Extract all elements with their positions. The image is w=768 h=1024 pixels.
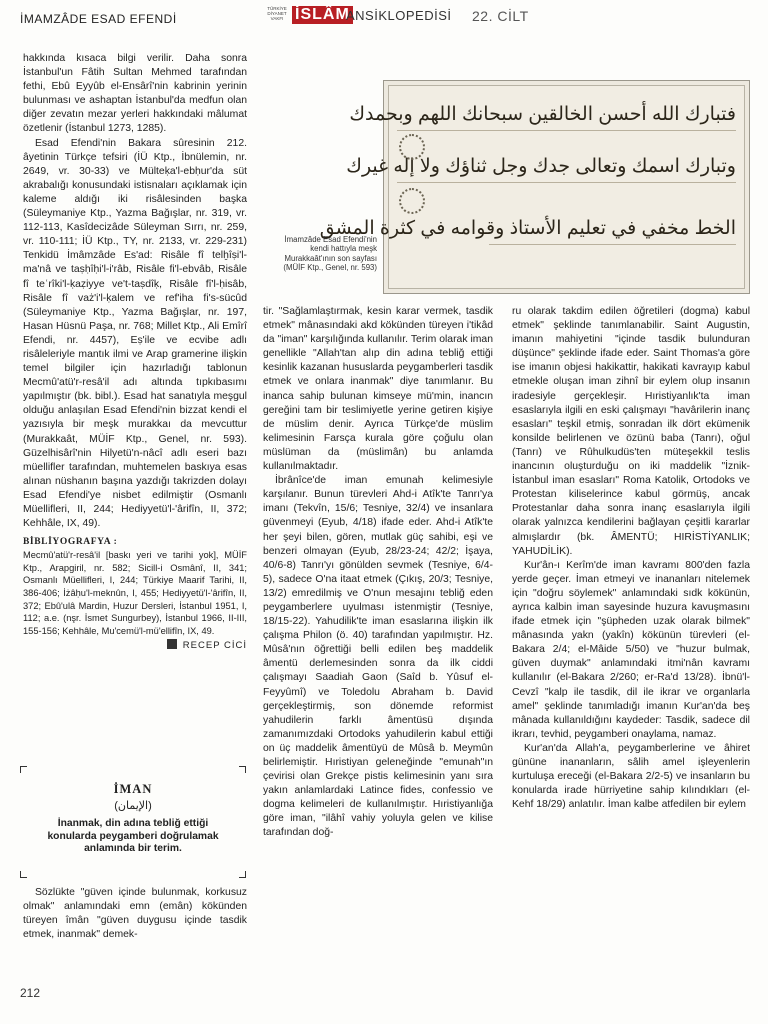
paragraph: Kur'ân-ı Kerîm'de iman kavramı 800'den fazla yerde geçer. İman etmeyi ve inananları nitelemek için "doğru söylemek" anlamındaki sıdk kökünün, ayrıca kalbin iman sayesinde huzura kavuşmasını ifade etmek için "şüpheden uzak olarak bilmek" mânasında yakn (yakîn) kökünün türevleri (el-Bakara 2/4; el-Mâide 5/50) ve "huzur bulmak, güven duymak" anlamındaki itmi'nân kavramı kullanılır (el-Bakara 2/260; er-Ra'd 13/28). İbnü'l-Cevzî "kalp ile tasdik, dil ile ikrar ve organlarla amel" şeklinde tanımladığı imanın Kur'an'da beş mânada kullanıldığını kaydeder: Tasdik, sadece dil ikrarı, tevhid, peygamberi onaylama, namaz. <box>512 559 750 740</box>
logo-islam: İSLÂM <box>292 6 353 24</box>
entry-arabic-title: (الإيمان) <box>114 800 152 812</box>
entry-title: İMAN <box>113 782 153 796</box>
paragraph: Esad Efendi'nin Bakara sûresinin 212. âyetinin Türkçe tefsiri (İÜ Ktp., İbnülemin, nr. 2649, vr. 30-33) ve Mülteḳa'l-ebḥur'da süt akrabalığı konusundaki istisnaları açıklamak için kaleme aldığı iki risâlesinden başka (Süleymaniye Ktp., Yazma Bağışlar, nr. 319, vr. 112-113, Kasîdecizâde Süleyman Sırrı, nr. 259, vr. 110-111; İÜ Ktp., TY, nr. 2133, vr. 229-231) Tenkidü İmâmzâde Es'ad: Risâle fî telḫîṣi'l-ma'nâ ve taṣḥîḥi'l-i'râb, Risâle fi'l-ebvâb, Risâle fî teʿrîki'l-ḳaẓiyye ve't-taṣdîḳ, Risâle fî'l-ḥisâb, Risâle fî vaż'i'l-ḳalem ve ref'iha fi's-sücûd (Süleymaniye Ktp., Yazma Bağışlar, nr. 197, Hasan Hüsnü Paşa, nr. 768; Millet Ktp., Ali Emîrî Efendi, nr. 4457), Eṣ'ile ve ecvibe adlı risâleleriyle mantık ilmi ve Arap gramerine ilişkin temel bilgiler için hazırladığı tablonun Mecmû'atü'r-resâ'il adı altında tıpkıbasımı yapılmıştır (bk. bibl.). Esad hat sanatıyla meşgul olduğu anlaşılan Esad Efendi'nin bizzat kendi el yazısıyla bir meşk murakkaı da mevcuttur (Murakkaât, MÜİF Ktp., Genel, nr. 593). Güzelhisârî'nin Hilyetü'n-nâcî adlı eseri bazı müellifler tarafından, muhtemelen baskıya esas alınan nüshanın başına yazdığı takrizden dolayı Esad Efendi'ye nisbet edilmiştir (Osmanlı Müellifleri, II, 244; Hediyyetü'l-'ârifîn, II, 372; Kehhâle, IX, 49). <box>23 137 247 530</box>
author-name: RECEP CİCİ <box>182 640 247 652</box>
paragraph: hakkında kısaca bilgi verilir. Daha sonra İstanbul'un Fâtih Sultan Mehmed tarafından fethi, Ebû Eyyûb el-Ensârî'nin kabrinin yerinin bulunması ve ashaptan İstanbul'da medfun olan diğer zevatın mezar yerleri hakkındaki mâlumat özetlenir (İstanbul 1273, 1285). <box>23 53 247 135</box>
bibliography-heading: BİBLİYOGRAFYA : <box>23 537 118 548</box>
running-head: İMAMZÂDE ESAD EFENDİ <box>20 12 177 26</box>
calligraphy-line-1: فتبارك الله أحسن الخالقين سبحانك اللهم وبحمدك <box>397 100 736 131</box>
paragraph: Sözlükte "güven içinde bulunmak, korkusuz olmak" anlamındaki emn (emân) kökünden türeyen îmân "güven duygusu içinde tasdik etmek, inanmak" demek- <box>23 887 247 941</box>
column-2 <box>263 305 493 841</box>
author-signature <box>23 639 247 653</box>
page-header <box>0 0 768 34</box>
author-mark-icon <box>167 639 177 649</box>
column-1 <box>23 52 247 654</box>
paragraph: İbrânîce'de iman emunah kelimesiyle karşılanır. Bunun türevleri Ahd-i Atîk'te Tanrı'ya imanı (Tekvîn, 15/6; Tesniye, 32/4) ve insanlara güvenmeyi (Eyub, 4/18) ifade eder. Ahd-i Atîk'te her şeyi bilen, gören, mutlak güç sahibi, eşi ve benzeri olmayan (Eyub, 28/23-24; 42/2; İşaya, 40/6-8) Tanrı'yı gönülden sevmek (Tesniye, 6/4-5), sadece O'na itaat etmek (Çıkış, 20/3; Tesniye, 13/2) emredilmiş ve O'nun mesajını tebliğ eden peygamberlere uyulması istenmiştir (Tesniye, 18/15-22). Yahudilik'te iman esaslarına ilişkin ilk çalışma Philon (ö. 40) tarafından yapılmıştır. Hz. Mûsâ'nın öğrettiği belli edilen beş maddelik âmentü derlemesinden sonra da ilk ciddi çalışmayı Saadiah Gaon (Saîd b. Yûsuf el-Feyyûmî) ve Toledolu Abraham b. David gerçekleştirmiş, son dönemde reformist yahudilerin farklı âmentüsü dışında zamanımızdaki Ortodoks yahudilerin kabul ettiği on üç maddelik âmentüyü de Mûsâ b. Meymûn belirlemiştir. Hıristiyan geleneğinde "emunah"ın çevirisi olan Grekçe pistis kelimesinin yanı sıra yakın anlamlardaki Latince fides, confessio ve dogma kelimeleri de kullanılmıştır. Hıristiyanlığa göre iman, "ilâhî vahiy yoluyla gelen ve kilise tarafından doğ- <box>263 475 493 839</box>
entry-definition: İnanmak, din adına tebliğ ettiği konularda peygamberi doğrulamak anlamında bir terim. <box>47 818 219 855</box>
figure-caption: İmamzâde Esad Efendi'nin kendi hattıyla meşk Murakkaât'ının son sayfası (MÜİF Ktp., Genel, nr. 593) <box>283 235 377 273</box>
logo-publisher: TÜRKİYE DİYANET VAKFI <box>267 6 287 21</box>
calligraphy-line-3: الخط مخفي في تعليم الأستاذ وقوامه في كثرة المشق <box>489 214 736 245</box>
ornament-icon <box>399 134 425 160</box>
column-1-continued <box>23 886 247 942</box>
paragraph: tir. "Sağlamlaştırmak, kesin karar vermek, tasdik etmek" mânasındaki akd kökünden türeyen i'tikâd da "iman" karşılığında kullanılır. Terim olarak iman genellikle "Allah'tan alıp din adına tebliğ ettiği kesinlik kazanan hususlarda peygamberleri tasdik etmek ve onlara inanmak" diye tanımlanır. Bu inanca sahip bulunan kimseye mü'min, inancın gereğini tam bir teslimiyetle yerine getiren kişiye de müslim denir. Ayrıca Türkçe'de müslim kelimesinin Farsça kurala göre çoğulu olan müslüman da (müslimân) bu anlamda kullanılmaktadır. <box>263 306 493 473</box>
paragraph: Kur'an'da Allah'a, peygamberlerine ve âhiret gününe inananların, sâlih amel işleyenlerin kurtuluşa ereceği (el-Bakara 2/2-5) ve insanların bu konularda irade hürriyetine sahip kılındıkları (el-Kehf 18/29) anlatılır. İman kalbe atfedilen bir eylem <box>512 742 750 811</box>
volume-label: 22. CİLT <box>472 8 529 24</box>
corner-mark <box>239 766 246 773</box>
ornament-icon <box>399 188 425 214</box>
logo-ansiklopedisi: ANSİKLOPEDİSİ <box>346 8 452 23</box>
calligraphy-line-2: وتبارك اسمك وتعالى جدك وجل ثناؤك ولا إله غيرك <box>397 152 736 183</box>
page-number: 212 <box>20 986 41 1000</box>
corner-mark <box>239 871 246 878</box>
corner-mark <box>20 766 27 773</box>
entry-heading-box <box>20 766 246 878</box>
paragraph: ru olarak takdim edilen öğretileri (dogma) kabul etmek" şeklinde tanımlanabilir. Saint Augustin, imanın mahiyetini "içinde tasdik bulunduran düşünce" şeklinde ifade eder. Saint Thomas'a göre ise imanın objesi hakikattir, hakikati kavrayıp kabul etmekle oluşan iman zihnî bir eylem olup insanın iradesiyle gerçekleşir. Hıristiyanlık'ta iman esaslarıyla ilgili en eski çalışmayı "havârilerin inanç esasları" teşkil etmiş, sonradan ilk dört ekümenik konsilde belirlenen ve özünü baba (Tanrı), oğul (Tanrı) ve Rûhulkudüs'ten müteşekkil teslis inancının oluşturduğu on iki maddelik "İznik-İstanbul iman esasları" Roma Katolik, Ortodoks ve Protestan kiliselerince kabul görmüş, ancak Protestanlar daha sonra inanç esaslarıyla ilgili olarak yalnızca kendilerini bağlayan çeşitli kararlar almışlardır (bk. ÂMENTÜ; HIRİSTİYANLIK; YAHUDİLİK). <box>512 306 750 557</box>
bibliography-text: Mecmû'atü'r-resâ'il [baskı yeri ve tarihi yok], MÜİF Ktp., Arapgiril, nr. 582; Sicill-i Osmânî, II, 341; Osmanlı Müellifleri, I, 244; Türkiye Maarif Tarihi, II, 386-406; İżâḥu'l-meknûn, I, 455; Hediyyetü'l-'ârifîn, II, 372; Ebû'ulâ Mardin, Huzur Dersleri, İstanbul 1951, I, 112; a.e. (nşr. İsmet Sungurbey), İstanbul 1966, II-III, 155-156; Kehhâle, Mu'cemü'l-mü'ellifîn, IX, 49. <box>23 550 247 636</box>
column-3 <box>512 305 750 812</box>
corner-mark <box>20 871 27 878</box>
